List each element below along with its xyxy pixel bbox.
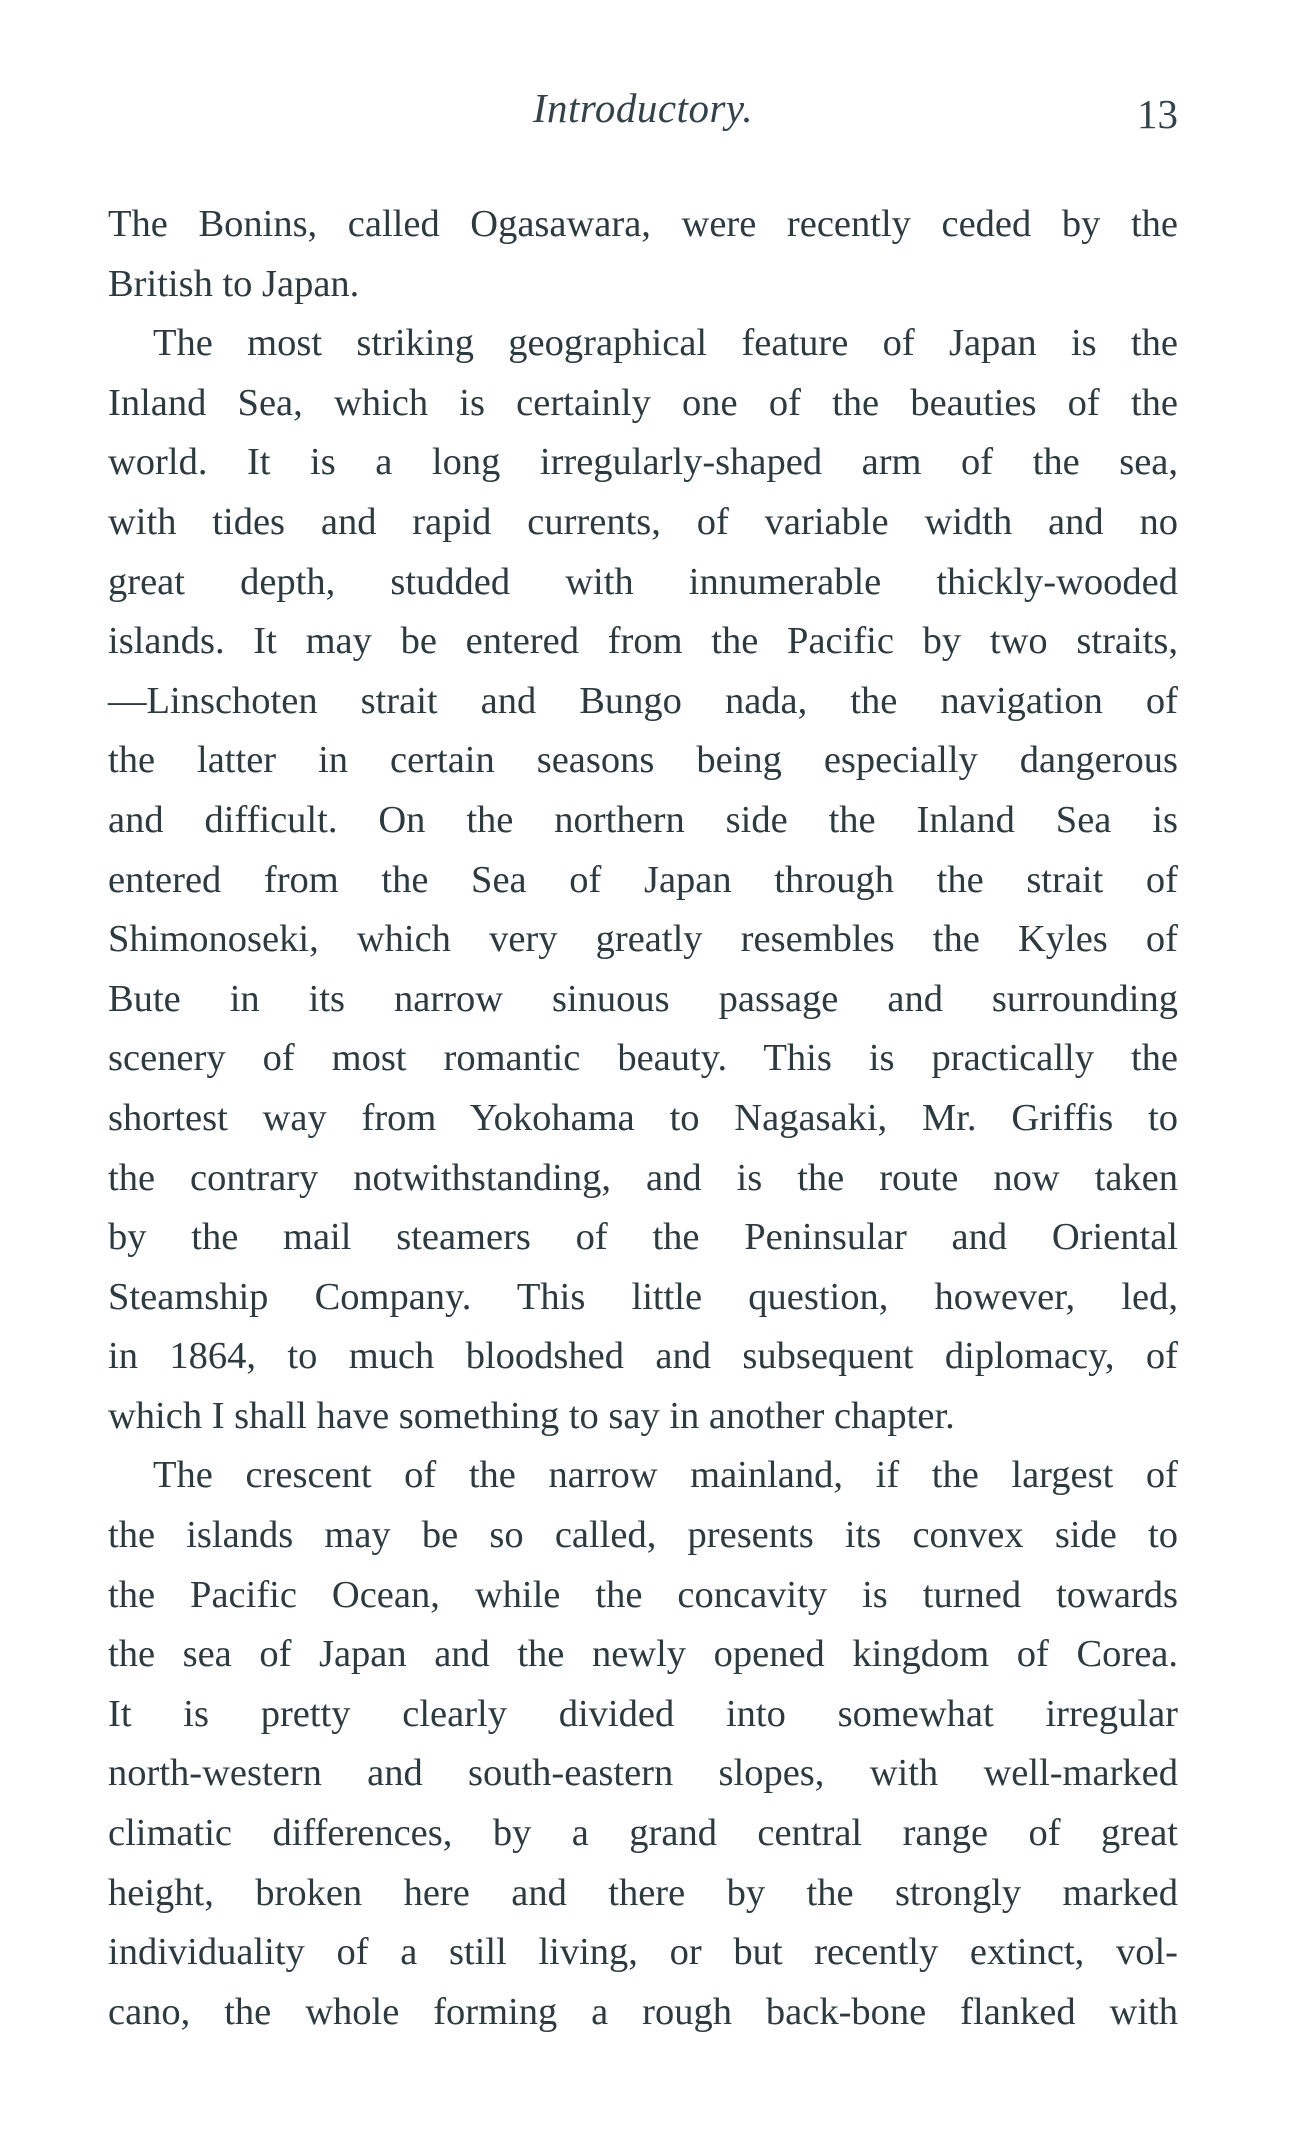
- text-line: —Linschoten strait and Bungo nada, the navigation of: [108, 679, 1178, 722]
- text-line: entered from the Sea of Japan through the strait of: [108, 858, 1178, 901]
- text-line: scenery of most romantic beauty. This is practically the: [108, 1037, 1178, 1080]
- paragraph: [108, 195, 1178, 314]
- running-head-title: Introductory.: [532, 85, 754, 131]
- page-number: 13: [1137, 91, 1178, 137]
- text-line: individuality of a still living, or but recently extinct, vol-: [108, 1931, 1178, 1974]
- text-line: The Bonins, called Ogasawara, were recently ceded by the: [108, 203, 1178, 245]
- text-line: climatic differences, by a grand central range of great: [108, 1812, 1178, 1855]
- paragraph: [108, 1446, 1178, 2042]
- text-line: the Pacific Ocean, while the concavity is turned towards: [108, 1573, 1178, 1616]
- text-line: Bute in its narrow sinuous passage and surrounding: [108, 977, 1178, 1020]
- text-line: The most striking geographical feature of Japan is the: [153, 322, 1178, 365]
- running-head: [108, 84, 1178, 144]
- text-line: British to Japan.: [108, 262, 360, 305]
- text-line: islands. It may be entered from the Pacific by two straits,: [108, 620, 1178, 663]
- text-line: the islands may be so called, presents its convex side to: [108, 1514, 1178, 1557]
- text-line: great depth, studded with innumerable thickly-wooded: [108, 560, 1178, 603]
- text-line: Steamship Company. This little question, however, led,: [108, 1275, 1178, 1318]
- body-text: [108, 195, 1178, 2042]
- text-line: height, broken here and there by the strongly marked: [108, 1871, 1178, 1914]
- text-line: north-western and south-eastern slopes, with well-marked: [108, 1752, 1178, 1795]
- text-line: the latter in certain seasons being especially dangerous: [108, 739, 1178, 782]
- text-line: with tides and rapid currents, of variable width and no: [108, 500, 1178, 543]
- paragraph: [108, 314, 1178, 1446]
- text-line: and difficult. On the northern side the Inland Sea is: [108, 798, 1178, 841]
- text-line: cano, the whole forming a rough back-bone flanked with: [108, 1990, 1178, 2033]
- text-line: which I shall have something to say in another chapter.: [108, 1394, 955, 1437]
- text-line: It is pretty clearly divided into somewhat irregular: [108, 1692, 1178, 1735]
- text-line: Shimonoseki, which very greatly resembles the Kyles of: [108, 918, 1178, 961]
- text-line: in 1864, to much bloodshed and subsequent diplomacy, of: [108, 1335, 1178, 1378]
- text-line: world. It is a long irregularly-shaped arm of the sea,: [108, 441, 1178, 484]
- text-line: by the mail steamers of the Peninsular and Oriental: [108, 1216, 1178, 1259]
- text-line: the contrary notwithstanding, and is the route now taken: [108, 1156, 1178, 1199]
- text-line: The crescent of the narrow mainland, if the largest of: [153, 1454, 1178, 1497]
- text-line: shortest way from Yokohama to Nagasaki, Mr. Griffis to: [108, 1096, 1178, 1139]
- text-line: Inland Sea, which is certainly one of the beauties of the: [108, 381, 1178, 424]
- text-line: the sea of Japan and the newly opened kingdom of Corea.: [108, 1633, 1178, 1676]
